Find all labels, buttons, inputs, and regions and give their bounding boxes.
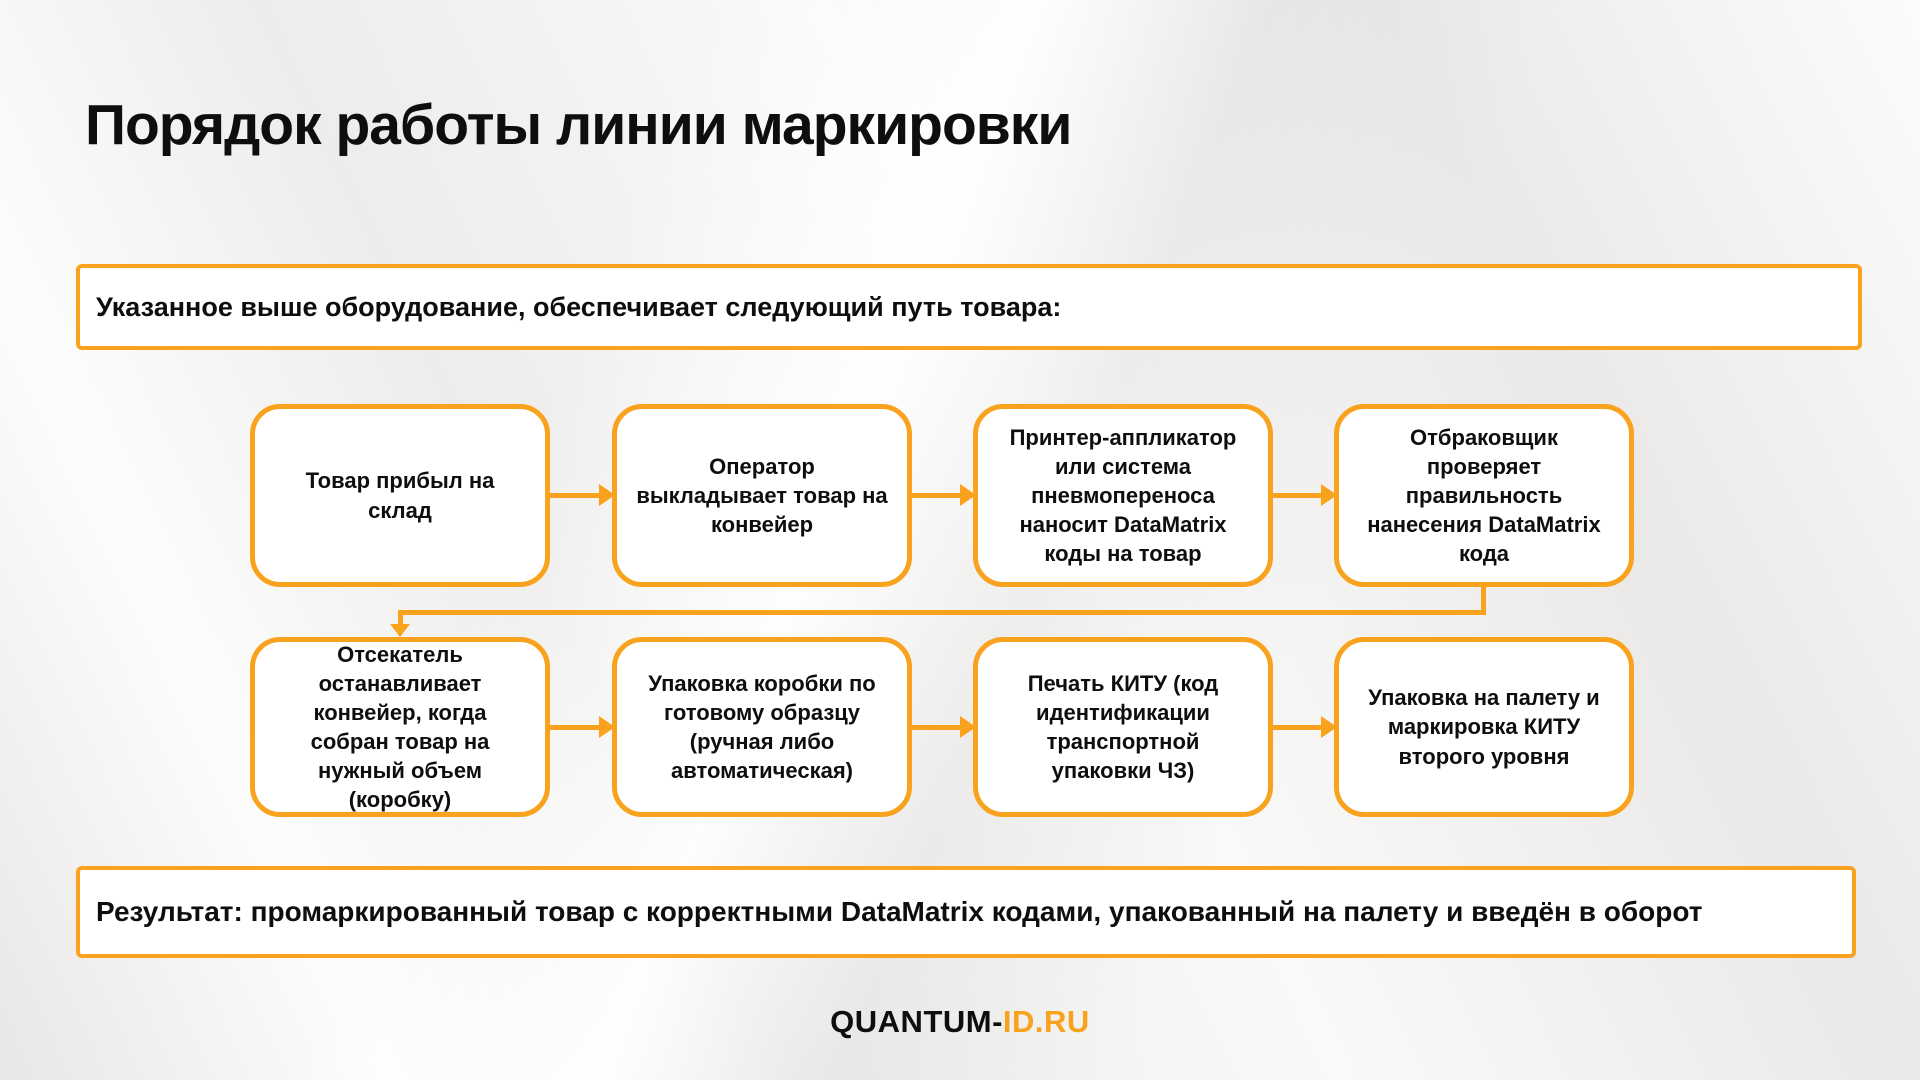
flow-step-1 bbox=[250, 404, 550, 587]
flow-step-7 bbox=[973, 637, 1273, 817]
arrow-head bbox=[960, 716, 976, 738]
arrow-head bbox=[960, 484, 976, 506]
brand-logo-orange: ID.RU bbox=[1002, 1004, 1090, 1039]
arrow-right-icon bbox=[549, 716, 615, 738]
arrow-shaft bbox=[549, 725, 602, 730]
flow-step-6-label: Упаковка коробки по готовому образцу (ручная либо автоматическая) bbox=[648, 670, 876, 784]
arrow-right-icon bbox=[1272, 716, 1337, 738]
arrow-right-icon bbox=[549, 484, 615, 506]
flow-step-7-label: Печать КИТУ (код идентификации транспортной упаковки ЧЗ) bbox=[1027, 670, 1219, 784]
connector-line-horizontal bbox=[398, 610, 1486, 615]
flow-step-8-label: Упаковка на палету и маркировка КИТУ второго уровня bbox=[1368, 685, 1600, 769]
arrow-right-icon bbox=[1272, 484, 1337, 506]
intro-text: Указанное выше оборудование, обеспечивает следующий путь товара: bbox=[96, 291, 1062, 322]
brand-logo bbox=[0, 1004, 1920, 1040]
brand-logo-black: QUANTUM- bbox=[830, 1004, 1003, 1039]
flow-step-4 bbox=[1334, 404, 1634, 587]
arrow-head bbox=[599, 716, 615, 738]
arrow-shaft bbox=[549, 493, 602, 498]
result-banner bbox=[76, 866, 1856, 958]
page-title: Порядок работы линии маркировки bbox=[85, 93, 1072, 157]
flow-step-8 bbox=[1334, 637, 1634, 817]
arrow-head bbox=[599, 484, 615, 506]
arrow-shaft bbox=[911, 725, 963, 730]
flow-step-5-label: Отсекатель останавливает конвейер, когда собран товар на нужный объем (коробку) bbox=[310, 641, 490, 813]
flow-step-1-label: Товар прибыл на склад bbox=[305, 468, 495, 523]
arrow-head bbox=[1321, 484, 1337, 506]
flow-step-6 bbox=[612, 637, 912, 817]
arrow-head bbox=[1321, 716, 1337, 738]
flow-step-3 bbox=[973, 404, 1273, 587]
flow-step-2 bbox=[612, 404, 912, 587]
flow-step-5 bbox=[250, 637, 550, 817]
arrow-shaft bbox=[1272, 725, 1324, 730]
flow-step-4-label: Отбраковщик проверяет правильность нанесения DataMatrix кода bbox=[1367, 424, 1601, 567]
arrow-shaft bbox=[1272, 493, 1324, 498]
arrow-shaft bbox=[911, 493, 963, 498]
flow-step-3-label: Принтер-аппликатор или система пневмопереноса наносит DataMatrix коды на товар bbox=[1009, 424, 1237, 567]
arrow-down-icon bbox=[390, 624, 410, 637]
result-text: Результат: промаркированный товар с корректными DataMatrix кодами, упакованный на палету и введён в оборот bbox=[96, 896, 1703, 927]
arrow-right-icon bbox=[911, 484, 976, 506]
flow-step-2-label: Оператор выкладывает товар на конвейер bbox=[636, 453, 888, 538]
intro-banner bbox=[76, 264, 1862, 350]
arrow-right-icon bbox=[911, 716, 976, 738]
